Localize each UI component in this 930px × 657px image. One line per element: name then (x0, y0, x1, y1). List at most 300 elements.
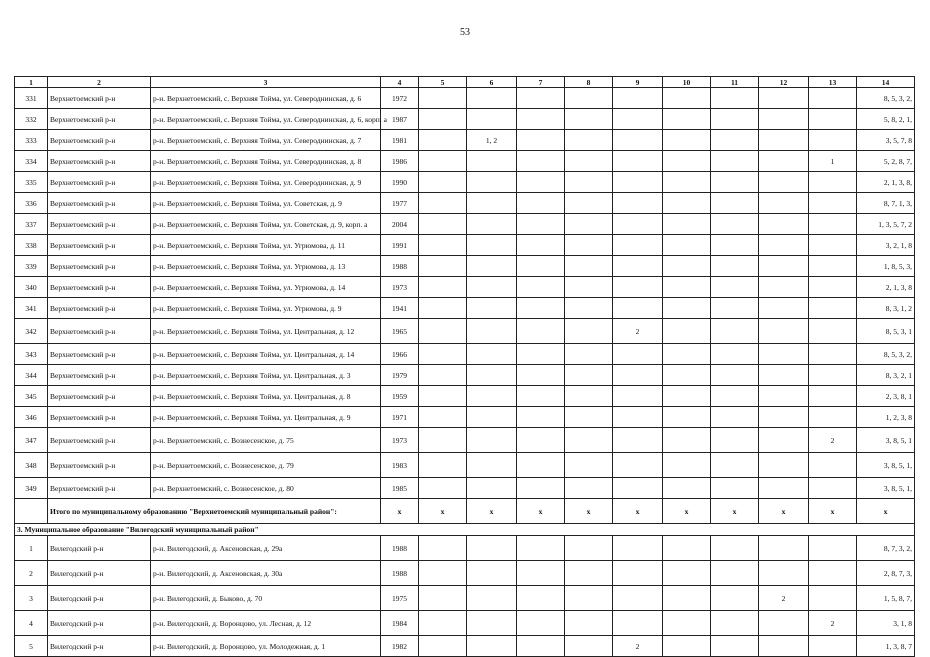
col6-cell (467, 172, 517, 193)
col6-cell (467, 235, 517, 256)
col9-cell (613, 611, 663, 636)
table-row (15, 453, 915, 478)
col6-cell (467, 344, 517, 365)
district-cell: Верхнетоемский р-н (48, 298, 151, 319)
address-cell: р-н. Верхнетоемский, с. Вознесенское, д. 79 (151, 453, 381, 478)
total-mark: х (419, 499, 467, 524)
table-cell (419, 130, 467, 151)
table-cell (663, 193, 711, 214)
col-header: 8 (565, 77, 613, 88)
col-header: 3 (151, 77, 381, 88)
total-mark: х (517, 499, 565, 524)
col14-cell: 3, 8, 5, 1, (857, 478, 915, 499)
table-cell (419, 319, 467, 344)
col13-cell (809, 298, 857, 319)
col12-cell (759, 256, 809, 277)
district-cell: Вилегодский р-н (48, 611, 151, 636)
total-mark: х (565, 499, 613, 524)
col12-cell (759, 561, 809, 586)
year-cell: 1973 (381, 277, 419, 298)
col9-cell (613, 256, 663, 277)
year-cell: 1979 (381, 365, 419, 386)
col13-cell: 1 (809, 151, 857, 172)
col9-cell (613, 235, 663, 256)
col14-cell: 3, 5, 7, 8 (857, 130, 915, 151)
year-cell: 1973 (381, 428, 419, 453)
table-cell (419, 109, 467, 130)
col12-cell (759, 235, 809, 256)
col13-cell (809, 365, 857, 386)
col13-cell (809, 256, 857, 277)
col-header: 11 (711, 77, 759, 88)
row-number: 346 (15, 407, 48, 428)
col13-cell (809, 319, 857, 344)
col12-cell (759, 193, 809, 214)
col14-cell: 2, 1, 3, 8 (857, 277, 915, 298)
col13-cell (809, 453, 857, 478)
page-number: 53 (460, 27, 470, 38)
address-cell: р-н. Верхнетоемский, с. Верхняя Тойма, ул. Советская, д. 9, корп. а (151, 214, 381, 235)
year-cell: 1990 (381, 172, 419, 193)
col12-cell (759, 130, 809, 151)
table-cell (663, 235, 711, 256)
address-cell: р-н. Верхнетоемский, с. Верхняя Тойма, ул. Угрюмова, д. 11 (151, 235, 381, 256)
table-cell (711, 298, 759, 319)
table-cell (663, 109, 711, 130)
col-header: 4 (381, 77, 419, 88)
col12-cell (759, 277, 809, 298)
table-cell (517, 319, 565, 344)
col6-cell (467, 407, 517, 428)
row-number: 344 (15, 365, 48, 386)
table-cell (663, 277, 711, 298)
table-cell (419, 561, 467, 586)
col6-cell (467, 386, 517, 407)
table-cell (15, 499, 48, 524)
col14-cell: 1, 2, 3, 8 (857, 407, 915, 428)
table-cell (517, 636, 565, 657)
col6-cell (467, 277, 517, 298)
district-cell: Вилегодский р-н (48, 536, 151, 561)
table-cell (517, 428, 565, 453)
table-cell (517, 130, 565, 151)
col12-cell (759, 214, 809, 235)
district-cell: Верхнетоемский р-н (48, 172, 151, 193)
year-cell: 1991 (381, 235, 419, 256)
col6-cell (467, 536, 517, 561)
row-number: 1 (15, 536, 48, 561)
table-cell (711, 428, 759, 453)
col13-cell (809, 536, 857, 561)
address-cell: р-н. Верхнетоемский, с. Верхняя Тойма, ул. Североднинская, д. 8 (151, 151, 381, 172)
col13-cell (809, 235, 857, 256)
col9-cell (613, 561, 663, 586)
table-cell (419, 344, 467, 365)
col9-cell (613, 365, 663, 386)
address-cell: р-н. Верхнетоемский, с. Верхняя Тойма, ул. Центральная, д. 9 (151, 407, 381, 428)
col6-cell (467, 561, 517, 586)
row-number: 333 (15, 130, 48, 151)
table-cell (565, 611, 613, 636)
total-mark: х (381, 499, 419, 524)
col-header: 5 (419, 77, 467, 88)
col12-cell (759, 365, 809, 386)
table-cell (565, 193, 613, 214)
address-cell: р-н. Верхнетоемский, с. Вознесенское, д. 75 (151, 428, 381, 453)
table-cell (711, 636, 759, 657)
col13-cell (809, 214, 857, 235)
header-row (15, 77, 915, 88)
table-row (15, 235, 915, 256)
address-cell: р-н. Вилегодский, д. Воронцово, ул. Молодежная, д. 1 (151, 636, 381, 657)
table-cell (711, 386, 759, 407)
table-row (15, 319, 915, 344)
address-cell: р-н. Верхнетоемский, с. Верхняя Тойма, ул. Североднинская, д. 9 (151, 172, 381, 193)
col13-cell (809, 172, 857, 193)
col14-cell: 3, 1, 8 (857, 611, 915, 636)
col6-cell (467, 151, 517, 172)
table-cell (517, 235, 565, 256)
col9-cell (613, 109, 663, 130)
col-header: 7 (517, 77, 565, 88)
section-header-row (15, 524, 915, 536)
address-cell: р-н. Верхнетоемский, с. Верхняя Тойма, ул. Североднинская, д. 6 (151, 88, 381, 109)
row-number: 5 (15, 636, 48, 657)
table-cell (517, 193, 565, 214)
row-number: 339 (15, 256, 48, 277)
table-cell (517, 407, 565, 428)
table-cell (663, 611, 711, 636)
table-cell (419, 256, 467, 277)
table-cell (565, 586, 613, 611)
table-cell (419, 586, 467, 611)
col13-cell (809, 277, 857, 298)
table-cell (711, 453, 759, 478)
col12-cell (759, 88, 809, 109)
table-cell (711, 151, 759, 172)
col12-cell (759, 636, 809, 657)
col6-cell (467, 298, 517, 319)
col-header: 1 (15, 77, 48, 88)
year-cell: 1986 (381, 151, 419, 172)
table-cell (419, 214, 467, 235)
col9-cell (613, 536, 663, 561)
table-cell (419, 386, 467, 407)
district-cell: Верхнетоемский р-н (48, 193, 151, 214)
col13-cell (809, 478, 857, 499)
year-cell: 1941 (381, 298, 419, 319)
table-cell (419, 193, 467, 214)
table-row (15, 365, 915, 386)
row-number: 2 (15, 561, 48, 586)
table-cell (565, 386, 613, 407)
table-cell (419, 478, 467, 499)
col9-cell (613, 298, 663, 319)
table-cell (663, 428, 711, 453)
col14-cell: 3, 8, 5, 1, (857, 453, 915, 478)
table-cell (419, 611, 467, 636)
col14-cell: 5, 8, 2, 1, (857, 109, 915, 130)
col12-cell (759, 611, 809, 636)
col12-cell (759, 478, 809, 499)
col13-cell (809, 88, 857, 109)
col9-cell: 2 (613, 319, 663, 344)
year-cell: 1971 (381, 407, 419, 428)
col6-cell (467, 365, 517, 386)
table-cell (565, 235, 613, 256)
col9-cell (613, 151, 663, 172)
year-cell: 1987 (381, 109, 419, 130)
register-table (14, 76, 915, 657)
col6-cell (467, 256, 517, 277)
table-cell (419, 172, 467, 193)
table-row (15, 130, 915, 151)
col6-cell (467, 453, 517, 478)
address-cell: р-н. Верхнетоемский, с. Верхняя Тойма, ул. Центральная, д. 14 (151, 344, 381, 365)
table-row (15, 172, 915, 193)
table-cell (565, 256, 613, 277)
col6-cell (467, 636, 517, 657)
table-cell (419, 88, 467, 109)
table-cell (565, 536, 613, 561)
col14-cell: 2, 3, 8, 1 (857, 386, 915, 407)
address-cell: р-н. Вилегодский, д. Воронцово, ул. Лесная, д. 12 (151, 611, 381, 636)
year-cell: 1988 (381, 561, 419, 586)
table-cell (517, 561, 565, 586)
col13-cell (809, 130, 857, 151)
district-cell: Верхнетоемский р-н (48, 256, 151, 277)
col14-cell: 1, 3, 8, 7 (857, 636, 915, 657)
table-cell (663, 214, 711, 235)
district-cell: Верхнетоемский р-н (48, 235, 151, 256)
table-cell (419, 235, 467, 256)
col13-cell (809, 561, 857, 586)
col-header: 14 (857, 77, 915, 88)
table-cell (663, 172, 711, 193)
row-number: 334 (15, 151, 48, 172)
district-cell: Вилегодский р-н (48, 586, 151, 611)
district-cell: Вилегодский р-н (48, 561, 151, 586)
table-cell (565, 88, 613, 109)
row-number: 343 (15, 344, 48, 365)
table-cell (565, 109, 613, 130)
table-row (15, 586, 915, 611)
table-row (15, 386, 915, 407)
col9-cell (613, 428, 663, 453)
year-cell: 1975 (381, 586, 419, 611)
row-number: 337 (15, 214, 48, 235)
col-header: 6 (467, 77, 517, 88)
year-cell: 1982 (381, 636, 419, 657)
col14-cell: 8, 3, 2, 1 (857, 365, 915, 386)
col6-cell (467, 611, 517, 636)
table-cell (565, 453, 613, 478)
table-cell (517, 88, 565, 109)
table-cell (663, 319, 711, 344)
table-row (15, 611, 915, 636)
table-cell (663, 298, 711, 319)
table-cell (663, 453, 711, 478)
table-cell (419, 277, 467, 298)
district-cell: Верхнетоемский р-н (48, 365, 151, 386)
col9-cell (613, 130, 663, 151)
table-row (15, 193, 915, 214)
address-cell: р-н. Верхнетоемский, с. Верхняя Тойма, ул. Советская, д. 9 (151, 193, 381, 214)
table-cell (663, 586, 711, 611)
table-cell (711, 536, 759, 561)
district-cell: Верхнетоемский р-н (48, 453, 151, 478)
table-cell (419, 407, 467, 428)
table-cell (711, 478, 759, 499)
col9-cell: 2 (613, 636, 663, 657)
col12-cell (759, 172, 809, 193)
table-cell (517, 256, 565, 277)
col12-cell (759, 536, 809, 561)
col12-cell (759, 109, 809, 130)
row-number: 332 (15, 109, 48, 130)
address-cell: р-н. Верхнетоемский, с. Верхняя Тойма, ул. Центральная, д. 8 (151, 386, 381, 407)
row-number: 340 (15, 277, 48, 298)
table-cell (711, 256, 759, 277)
table-row (15, 109, 915, 130)
col13-cell (809, 636, 857, 657)
table-row (15, 88, 915, 109)
table-cell (565, 214, 613, 235)
col14-cell: 8, 7, 1, 3, (857, 193, 915, 214)
col9-cell (613, 478, 663, 499)
section-title: 3. Муниципальное образование "Вилегодский муниципальный район" (15, 524, 915, 536)
address-cell: р-н. Вилегодский, д. Аксеновская, д. 29а (151, 536, 381, 561)
col12-cell (759, 319, 809, 344)
table-cell (565, 151, 613, 172)
row-number: 336 (15, 193, 48, 214)
table-cell (517, 298, 565, 319)
col6-cell (467, 586, 517, 611)
row-number: 3 (15, 586, 48, 611)
table-row (15, 214, 915, 235)
col9-cell (613, 193, 663, 214)
table-row (15, 536, 915, 561)
year-cell: 1959 (381, 386, 419, 407)
table-cell (565, 298, 613, 319)
table-cell (663, 256, 711, 277)
col12-cell (759, 298, 809, 319)
table-cell (565, 365, 613, 386)
col12-cell (759, 344, 809, 365)
table-cell (711, 130, 759, 151)
col-header: 10 (663, 77, 711, 88)
year-cell: 1985 (381, 478, 419, 499)
table-row (15, 478, 915, 499)
table-cell (565, 319, 613, 344)
year-cell: 1988 (381, 536, 419, 561)
year-cell: 1983 (381, 453, 419, 478)
col14-cell: 2, 1, 3, 8, (857, 172, 915, 193)
district-cell: Верхнетоемский р-н (48, 88, 151, 109)
col6-cell (467, 214, 517, 235)
table-cell (711, 407, 759, 428)
table-cell (663, 536, 711, 561)
district-cell: Верхнетоемский р-н (48, 344, 151, 365)
table-cell (565, 172, 613, 193)
col9-cell (613, 386, 663, 407)
total-mark: х (711, 499, 759, 524)
col14-cell: 1, 5, 8, 7, (857, 586, 915, 611)
district-cell: Верхнетоемский р-н (48, 386, 151, 407)
district-cell: Верхнетоемский р-н (48, 478, 151, 499)
table-cell (711, 109, 759, 130)
table-cell (517, 151, 565, 172)
col12-cell (759, 453, 809, 478)
total-mark: х (663, 499, 711, 524)
table-row (15, 561, 915, 586)
table-cell (711, 235, 759, 256)
col13-cell (809, 586, 857, 611)
table-cell (711, 611, 759, 636)
year-cell: 1965 (381, 319, 419, 344)
col14-cell: 2, 8, 7, 3, (857, 561, 915, 586)
table-cell (565, 130, 613, 151)
col6-cell (467, 478, 517, 499)
table-row (15, 407, 915, 428)
col13-cell (809, 407, 857, 428)
table-cell (663, 386, 711, 407)
table-cell (419, 298, 467, 319)
table-cell (663, 561, 711, 586)
year-cell: 1977 (381, 193, 419, 214)
col6-cell (467, 193, 517, 214)
district-cell: Верхнетоемский р-н (48, 319, 151, 344)
table-cell (711, 586, 759, 611)
address-cell: р-н. Верхнетоемский, с. Верхняя Тойма, ул. Североднинская, д. 6, корп. а (151, 109, 381, 130)
address-cell: р-н. Верхнетоемский, с. Верхняя Тойма, ул. Североднинская, д. 7 (151, 130, 381, 151)
total-mark: х (759, 499, 809, 524)
row-number: 349 (15, 478, 48, 499)
table-cell (517, 586, 565, 611)
district-cell: Верхнетоемский р-н (48, 109, 151, 130)
col13-cell (809, 193, 857, 214)
col9-cell (613, 407, 663, 428)
table-cell (711, 561, 759, 586)
table-cell (711, 172, 759, 193)
col13-cell: 2 (809, 611, 857, 636)
col6-cell (467, 109, 517, 130)
total-label: Итого по муниципальному образованию "Верхнетоемский муниципальный район": (48, 499, 381, 524)
total-mark: х (809, 499, 857, 524)
table-row (15, 277, 915, 298)
address-cell: р-н. Верхнетоемский, с. Вознесенское, д. 80 (151, 478, 381, 499)
table-cell (711, 193, 759, 214)
table-cell (517, 386, 565, 407)
col-header: 13 (809, 77, 857, 88)
col14-cell: 1, 8, 5, 3, (857, 256, 915, 277)
table-cell (663, 365, 711, 386)
table-cell (663, 344, 711, 365)
year-cell: 1981 (381, 130, 419, 151)
row-number: 345 (15, 386, 48, 407)
table-row (15, 344, 915, 365)
year-cell: 1972 (381, 88, 419, 109)
address-cell: р-н. Верхнетоемский, с. Верхняя Тойма, ул. Угрюмова, д. 9 (151, 298, 381, 319)
row-number: 335 (15, 172, 48, 193)
col14-cell: 8, 5, 3, 2, (857, 88, 915, 109)
col9-cell (613, 88, 663, 109)
table-cell (663, 407, 711, 428)
col-header: 2 (48, 77, 151, 88)
col14-cell: 3, 2, 1, 8 (857, 235, 915, 256)
table-cell (711, 277, 759, 298)
table-cell (711, 365, 759, 386)
